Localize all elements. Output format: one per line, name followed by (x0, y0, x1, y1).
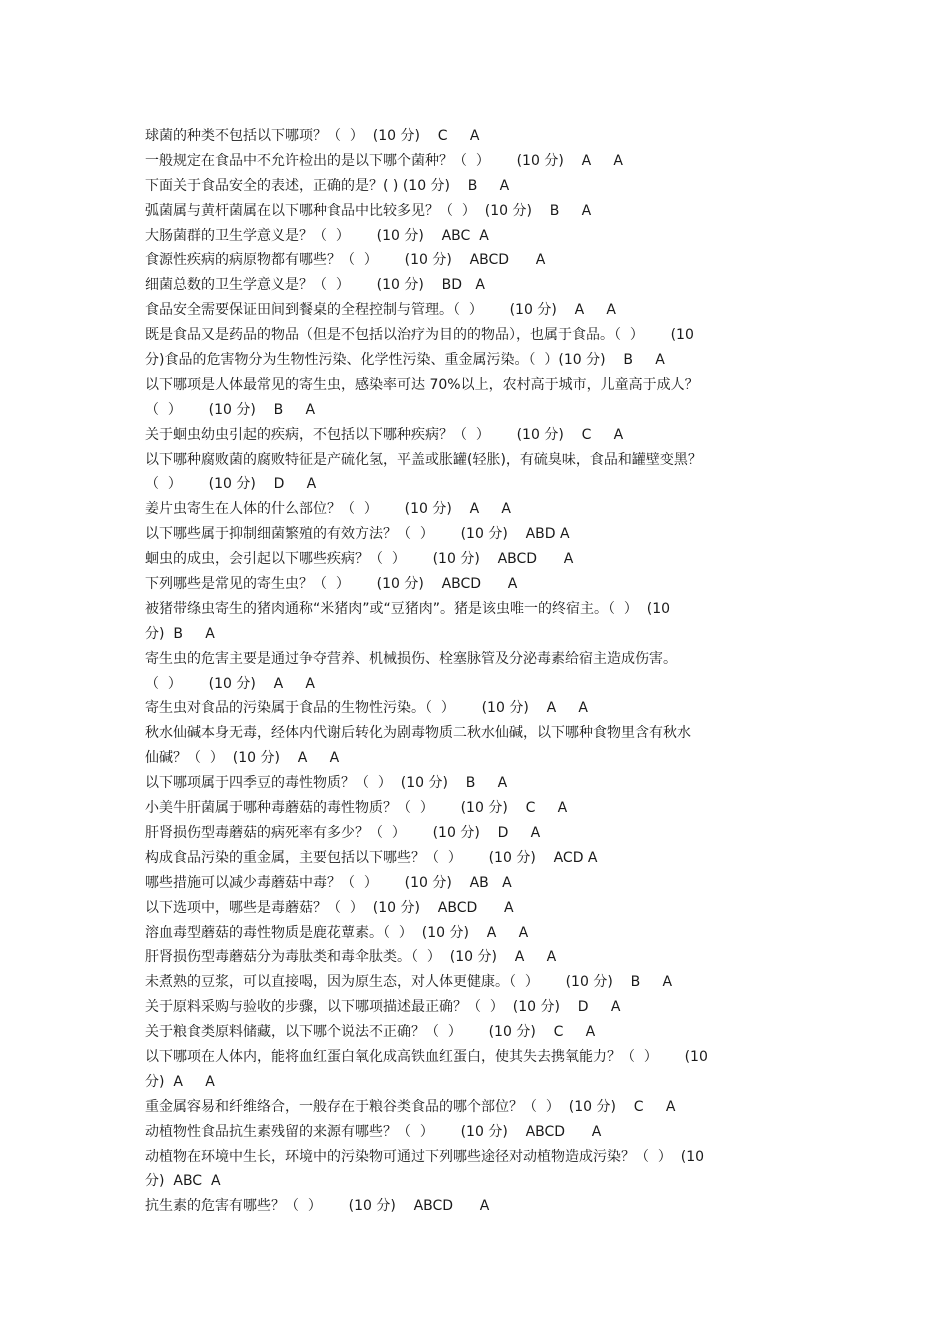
text-line: 构成食品污染的重金属，主要包括以下哪些？（ ） (10 分) ACD A (145, 849, 598, 866)
text-line: 蛔虫的成虫，会引起以下哪些疾病？（ ） (10 分) ABCD A (145, 551, 574, 568)
text-line: 秋水仙碱本身无毒，经体内代谢后转化为剧毒物质二秋水仙碱，以下哪种食物里含有秋水 (145, 725, 691, 742)
text-line: 分) ABC A (145, 1173, 221, 1190)
text-line: 肝肾损伤型毒蘑菇分为毒肽类和毒伞肽类。（ ） (10 分) A A (145, 949, 557, 966)
text-line: 大肠菌群的卫生学意义是？（ ） (10 分) ABC A (145, 227, 489, 244)
text-line: 关于蛔虫幼虫引起的疾病，不包括以下哪种疾病？（ ） (10 分) C A (145, 426, 624, 443)
text-line: 食源性疾病的病原物都有哪些？（ ） (10 分) ABCD A (145, 252, 546, 269)
text-line: 以下哪项在人体内，能将血红蛋白氧化成高铁血红蛋白，使其失去携氧能力？（ ） (10 (145, 1048, 708, 1065)
text-line: 以下哪些属于抑制细菌繁殖的有效方法？（ ） (10 分) ABD A (145, 526, 570, 543)
text-line: 细菌总数的卫生学意义是？（ ） (10 分) BD A (145, 277, 485, 294)
text-line: 以下哪项属于四季豆的毒性物质？（ ） (10 分) B A (145, 775, 508, 792)
text-line: 以下哪项是人体最常见的寄生虫，感染率可达 70%以上，农村高于城市，儿童高于成人？ (145, 376, 699, 393)
text-line: 未煮熟的豆浆，可以直接喝，因为原生态，对人体更健康。（ ） (10 分) B A (145, 974, 673, 991)
text-line: 哪些措施可以减少毒蘑菇中毒？（ ） (10 分) AB A (145, 874, 512, 891)
text-line: 被猪带绦虫寄生的猪肉通称“米猪肉”或“豆猪肉”。猪是该虫唯一的终宿主。（ ） (10 (145, 600, 671, 617)
text-line: 下列哪些是常见的寄生虫？（ ） (10 分) ABCD A (145, 576, 518, 593)
text-line: 动植物在环境中生长，环境中的污染物可通过下列哪些途径对动植物造成污染？（ ） (10 (145, 1148, 705, 1165)
document-body (145, 124, 815, 1219)
text-line: 以下哪种腐败菌的腐败特征是产硫化氢，平盖或胀罐(轻胀)，有硫臭味，食品和罐壁变黑？ (145, 451, 702, 468)
text-line: 分)食品的危害物分为生物性污染、化学性污染、重金属污染。（ ）(10 分) B A (145, 352, 665, 369)
text-line: 分) A A (145, 1073, 215, 1090)
text-line: 肝肾损伤型毒蘑菇的病死率有多少？（ ） (10 分) D A (145, 824, 541, 841)
text-line: 关于粮食类原料储藏，以下哪个说法不正确？（ ） (10 分) C A (145, 1024, 596, 1041)
text-line: 抗生素的危害有哪些？（ ） (10 分) ABCD A (145, 1198, 490, 1215)
text-line: （ ） (10 分) D A (145, 476, 317, 493)
text-line: 寄生虫对食品的污染属于食品的生物性污染。（ ） (10 分) A A (145, 700, 588, 717)
text-line: 一般规定在食品中不允许检出的是以下哪个菌种？（ ） (10 分) A A (145, 152, 623, 169)
text-line: 小美牛肝菌属于哪种毒蘑菇的毒性物质？（ ） (10 分) C A (145, 800, 568, 817)
text-line: 既是食品又是药品的物品（但是不包括以治疗为目的的物品），也属于食品。（ ） (10 (145, 327, 694, 344)
text-line: 以下选项中，哪些是毒蘑菇？（ ） (10 分) ABCD A (145, 899, 514, 916)
text-line: 食品安全需要保证田间到餐桌的全程控制与管理。（ ） (10 分) A A (145, 302, 616, 319)
text-line: 重金属容易和纤维络合，一般存在于粮谷类食品的哪个部位？（ ） (10 分) C A (145, 1098, 676, 1115)
text-line: 仙碱？（ ） (10 分) A A (145, 750, 340, 767)
text-line: 姜片虫寄生在人体的什么部位？（ ） (10 分) A A (145, 501, 511, 518)
text-line: 下面关于食品安全的表述，正确的是？( ) (10 分) B A (145, 177, 510, 194)
text-line: 关于原料采购与验收的步骤，以下哪项描述最正确？（ ） (10 分) D A (145, 999, 621, 1016)
text-line: （ ） (10 分) B A (145, 401, 316, 418)
text-line: （ ） (10 分) A A (145, 675, 315, 692)
text-line: 分) B A (145, 625, 215, 642)
text-line: 寄生虫的危害主要是通过争夺营养、机械损伤、栓塞脉管及分泌毒素给宿主造成伤害。 (145, 650, 677, 667)
text-line: 溶血毒型蘑菇的毒性物质是鹿花蕈素。（ ） (10 分) A A (145, 924, 529, 941)
text-line: 动植物性食品抗生素残留的来源有哪些？（ ） (10 分) ABCD A (145, 1123, 602, 1140)
text-line: 弧菌属与黄杆菌属在以下哪种食品中比较多见？（ ） (10 分) B A (145, 202, 592, 219)
text-line: 球菌的种类不包括以下哪项？（ ） (10 分) C A (145, 128, 480, 144)
